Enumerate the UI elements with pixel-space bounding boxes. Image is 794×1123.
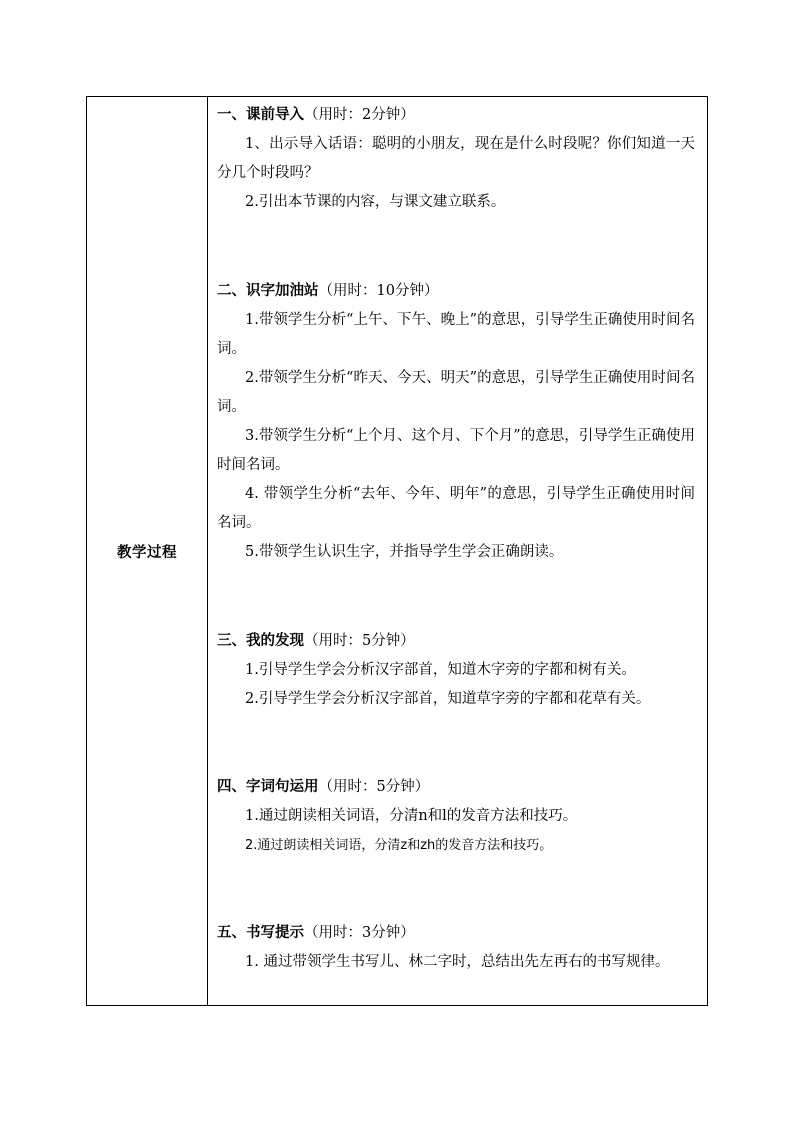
section-title: 二、识字加油站 bbox=[217, 283, 319, 299]
list-item: 2.引导学生学会分析汉字部首，知道草字旁的字都和花草有关。 bbox=[245, 691, 651, 707]
list-item: 2.带领学生分析“昨天、今天、明天”的意思，引导学生正确使用时间名词。 bbox=[217, 370, 695, 415]
section-title: 四、字词句运用 bbox=[217, 779, 319, 795]
section-title: 一、课前导入 bbox=[217, 107, 304, 123]
list-item: 5.带领学生认识生字，并指导学生学会正确朗读。 bbox=[245, 544, 564, 560]
section-discovery bbox=[217, 627, 695, 714]
list-item: 2.引出本节课的内容，与课文建立联系。 bbox=[245, 194, 506, 210]
section-time: （用时：2分钟） bbox=[304, 107, 415, 123]
section-literacy bbox=[217, 277, 695, 567]
section-writing bbox=[217, 919, 695, 977]
section-lead-in bbox=[217, 101, 695, 217]
list-item: 1.引导学生学会分析汉字部首，知道木字旁的字都和树有关。 bbox=[245, 662, 636, 678]
list-item: 2.通过朗读相关词语，分清z和zh的发音方法和技巧。 bbox=[245, 838, 553, 853]
list-item: 1. 通过带领学生书写儿、林二字时，总结出先左再右的书写规律。 bbox=[245, 954, 670, 970]
section-heading bbox=[217, 773, 695, 802]
list-item: 1.带领学生分析“上午、下午、晚上”的意思，引导学生正确使用时间名词。 bbox=[217, 312, 695, 357]
section-word-use bbox=[217, 773, 695, 860]
content-cell bbox=[208, 97, 707, 1005]
section-time: （用时：10分钟） bbox=[318, 283, 439, 299]
list-item: 1.通过朗读相关词语，分清n和l的发音方法和技巧。 bbox=[245, 808, 578, 824]
section-time: （用时：5分钟） bbox=[318, 779, 430, 795]
section-time: （用时：5分钟） bbox=[304, 633, 415, 649]
list-item: 3.带领学生分析“上个月、这个月、下个月”的意思，引导学生正确使用时间名词。 bbox=[217, 428, 695, 473]
row-label: 教学过程 bbox=[87, 97, 208, 1005]
list-item: 1、出示导入话语：聪明的小朋友，现在是什么时段呢？你们知道一天分几个时段吗？ bbox=[217, 136, 695, 181]
list-item: 4. 带领学生分析“去年、今年、明年”的意思，引导学生正确使用时间名词。 bbox=[217, 486, 695, 531]
section-heading bbox=[217, 919, 695, 948]
section-heading bbox=[217, 101, 695, 130]
section-heading bbox=[217, 627, 695, 656]
section-heading bbox=[217, 277, 695, 306]
section-title: 五、书写提示 bbox=[217, 925, 304, 941]
section-title: 三、我的发现 bbox=[217, 633, 304, 649]
section-time: （用时：3分钟） bbox=[304, 925, 415, 941]
lesson-plan-table bbox=[86, 96, 708, 1006]
